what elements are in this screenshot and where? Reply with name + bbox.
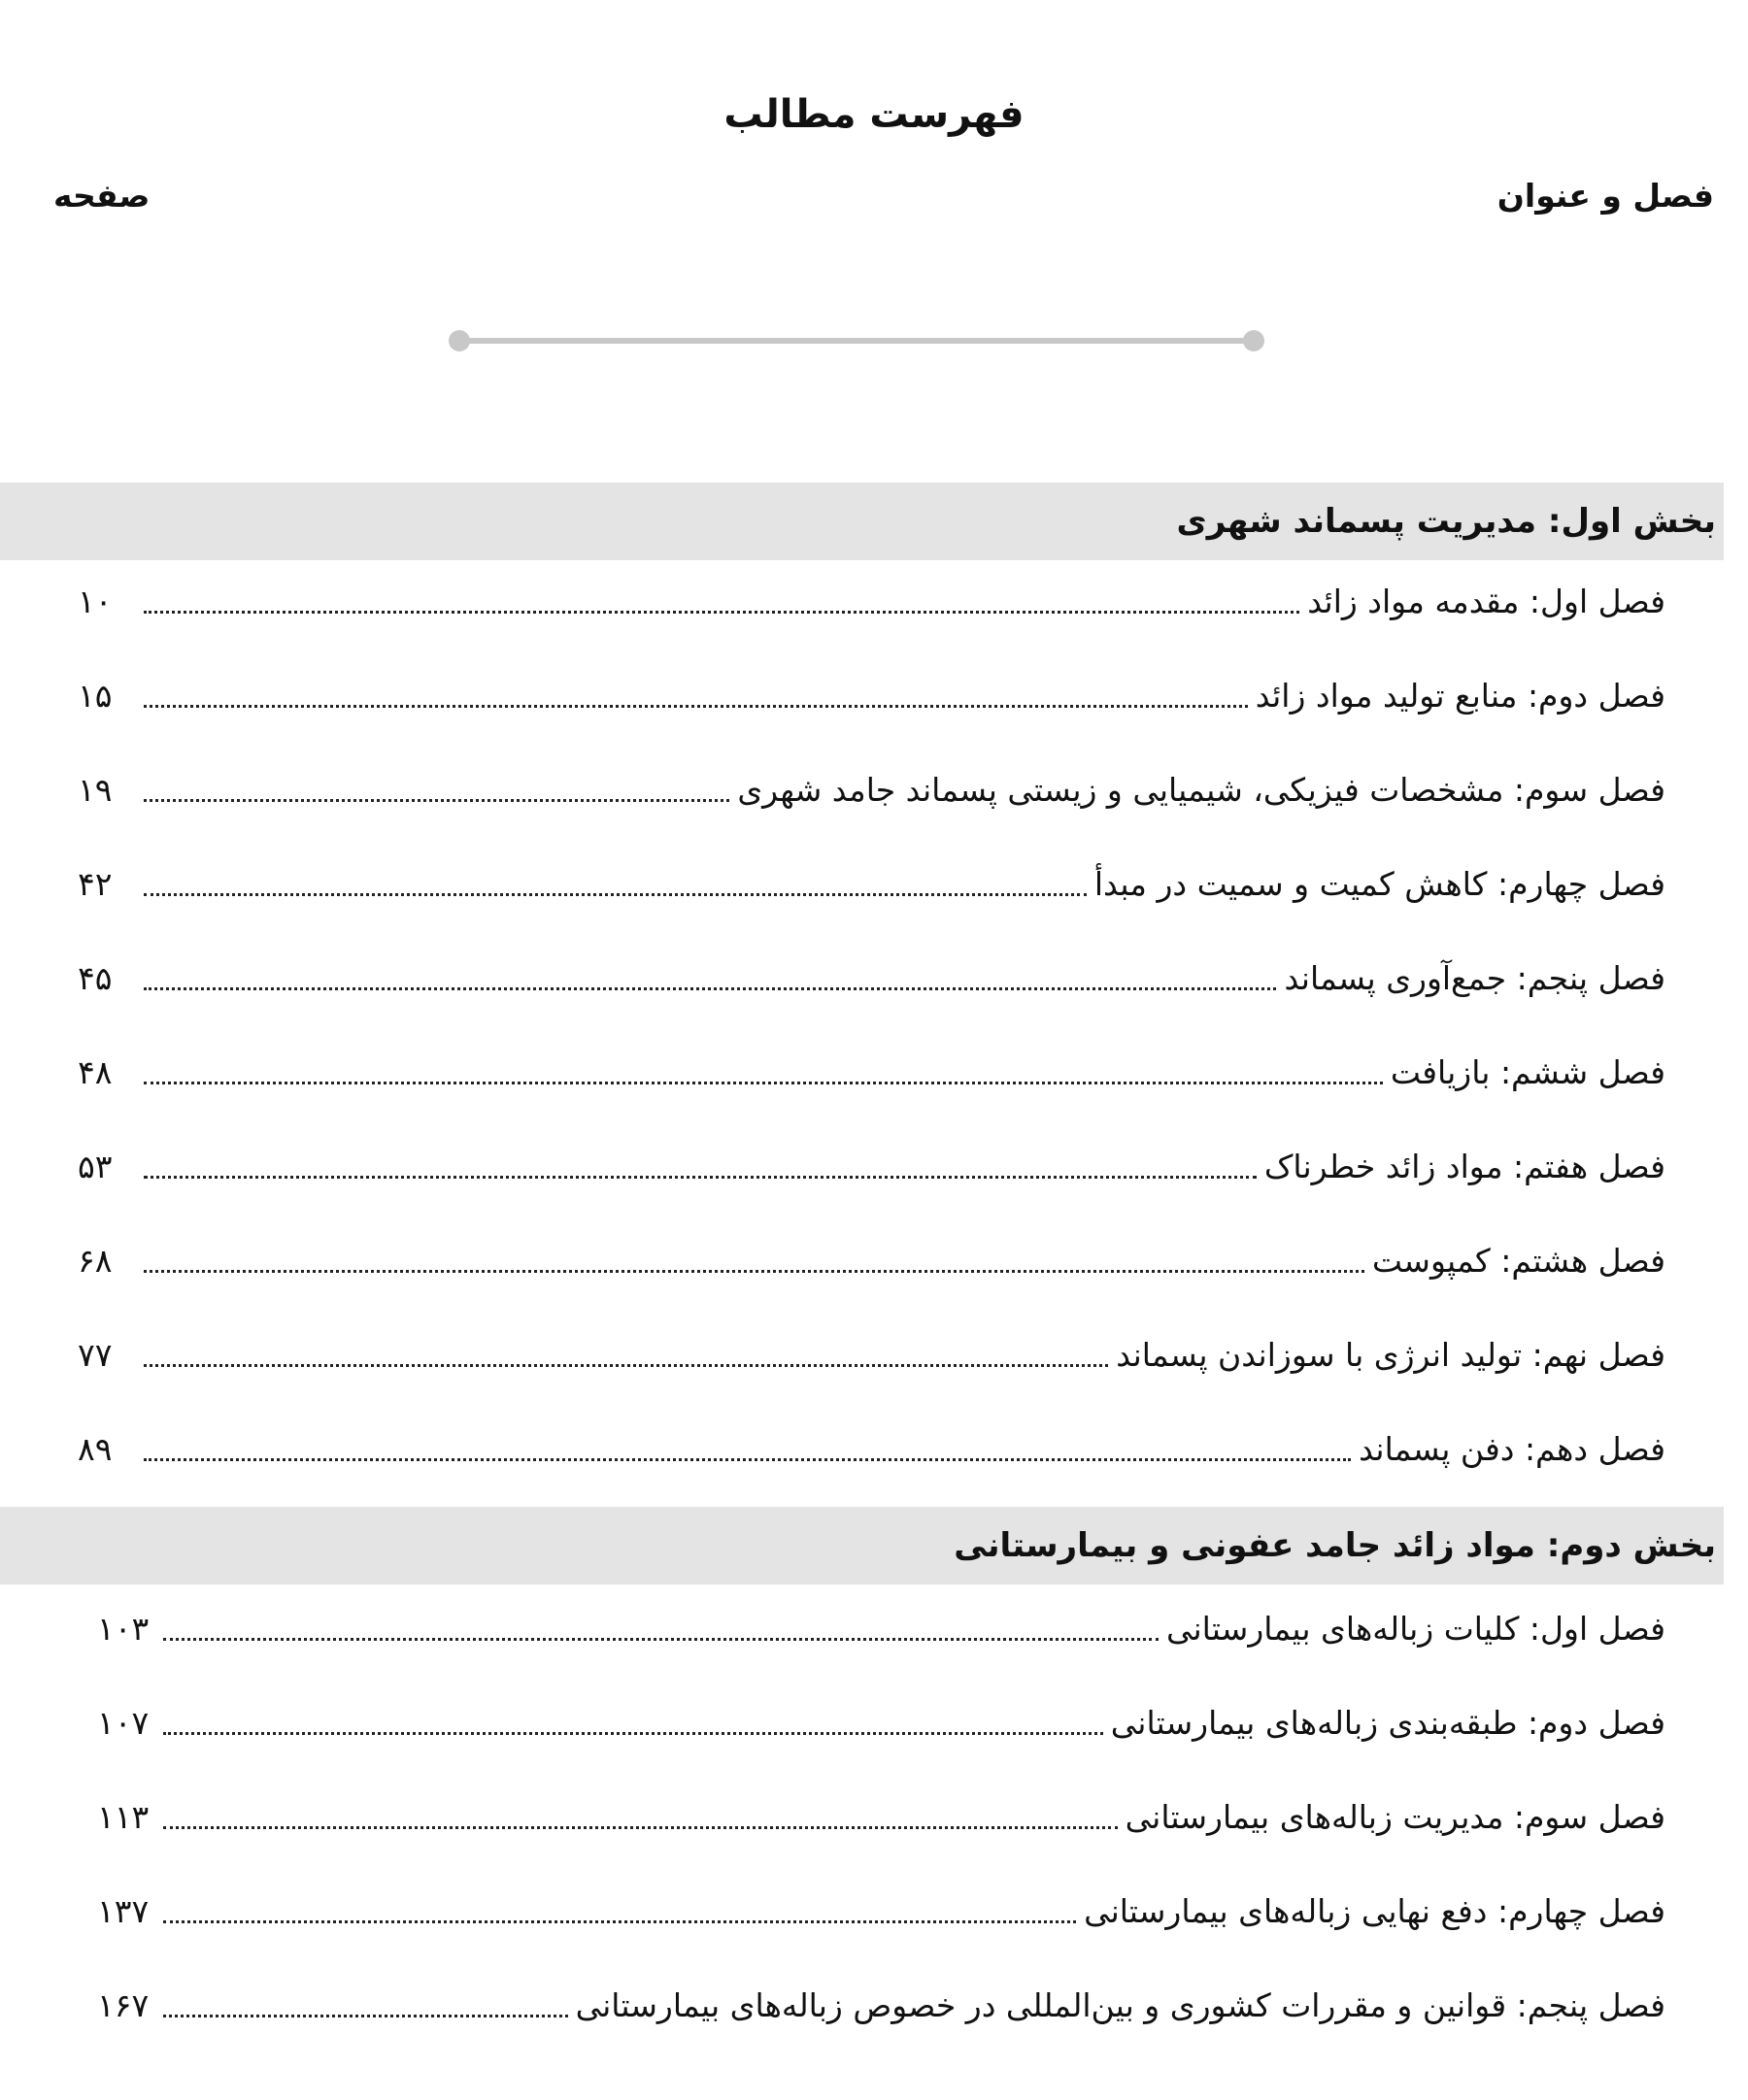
toc-entry[interactable]	[97, 1969, 1665, 2027]
toc-entry-title: فصل پنجم: جمع‌آوری پسماند	[1284, 959, 1665, 997]
toc-entry-title: فصل هشتم: کمپوست	[1371, 1242, 1665, 1280]
divider-dot-right	[1243, 330, 1264, 351]
toc-entry[interactable]	[78, 1130, 1665, 1188]
toc-entry[interactable]	[97, 1781, 1665, 1839]
toc-entry[interactable]	[78, 1318, 1665, 1377]
toc-entry-page: ۱۱۳	[97, 1798, 150, 1836]
chapter-title-column-header: فصل و عنوان	[1496, 177, 1714, 215]
toc-entry[interactable]	[97, 1875, 1665, 1933]
leader-dots	[144, 1269, 1364, 1273]
toc-entry-page: ۴۲	[78, 865, 113, 903]
toc-entry-title: فصل دهم: دفن پسماند	[1359, 1430, 1665, 1468]
toc-entry-page: ۱۰۳	[97, 1610, 150, 1648]
leader-dots	[144, 610, 1299, 614]
toc-entry-title: فصل دوم: طبقه‌بندی زباله‌های بیمارستانی	[1110, 1704, 1665, 1742]
page-column-header: صفحه	[53, 177, 151, 215]
toc-entry[interactable]	[78, 753, 1665, 812]
leader-dots	[144, 892, 1087, 896]
leader-dots	[163, 2014, 568, 2017]
toc-entry-page: ۱۹	[78, 771, 113, 809]
page-title: فهرست مطالب	[723, 92, 1025, 137]
section-header-part-2: بخش دوم: مواد زائد جامد عفونی و بیمارستانی	[0, 1507, 1724, 1584]
decorative-divider	[449, 330, 1264, 351]
toc-entry-title: فصل چهارم: دفع نهایی زباله‌های بیمارستانی	[1084, 1892, 1665, 1930]
toc-entry-page: ۷۷	[78, 1336, 113, 1374]
toc-entry[interactable]	[78, 1413, 1665, 1471]
toc-entry-title: فصل نهم: تولید انرژی با سوزاندن پسماند	[1116, 1336, 1665, 1374]
toc-entry-page: ۵۳	[78, 1148, 113, 1185]
toc-entry-page: ۱۳۷	[97, 1892, 150, 1930]
toc-entry-title: فصل سوم: مدیریت زباله‌های بیمارستانی	[1125, 1798, 1665, 1836]
toc-entry[interactable]	[97, 1686, 1665, 1745]
toc-entry[interactable]	[78, 565, 1665, 623]
section-header-part-1: بخش اول: مدیریت پسماند شهری	[0, 483, 1724, 560]
toc-entry-title: فصل اول: مقدمه مواد زائد	[1307, 583, 1665, 620]
leader-dots	[144, 1175, 1257, 1179]
toc-entry-title: فصل اول: کلیات زباله‌های بیمارستانی	[1165, 1610, 1665, 1648]
toc-entry-page: ۸۹	[78, 1430, 113, 1468]
leader-dots	[144, 1081, 1383, 1084]
toc-entry-page: ۱۵	[78, 677, 113, 715]
leader-dots	[163, 1825, 1118, 1829]
toc-entry-page: ۱۶۷	[97, 1986, 150, 2024]
toc-entry[interactable]	[78, 659, 1665, 717]
toc-entry[interactable]	[78, 848, 1665, 906]
toc-entry[interactable]	[97, 1592, 1665, 1650]
leader-dots	[144, 798, 729, 802]
divider-dot-left	[449, 330, 470, 351]
toc-entry-title: فصل سوم: مشخصات فیزیکی، شیمیایی و زیستی پسماند جامد شهری	[737, 771, 1665, 809]
toc-entry-title: فصل چهارم: کاهش کمیت و سمیت در مبدأ	[1093, 865, 1665, 903]
toc-entry-title: فصل دوم: منابع تولید مواد زائد	[1255, 677, 1665, 715]
toc-entry-title: فصل هفتم: مواد زائد خطرناک	[1263, 1148, 1665, 1185]
toc-entry-page: ۴۸	[78, 1053, 113, 1091]
leader-dots	[144, 1457, 1351, 1461]
toc-entry-page: ۱۰	[78, 583, 113, 620]
leader-dots	[163, 1731, 1103, 1735]
toc-entry-page: ۶۸	[78, 1242, 113, 1280]
divider-bar	[458, 338, 1255, 344]
toc-entry-page: ۴۵	[78, 959, 113, 997]
leader-dots	[163, 1919, 1076, 1923]
toc-entry-title: فصل ششم: بازیافت	[1390, 1053, 1665, 1091]
leader-dots	[163, 1637, 1159, 1641]
toc-entry[interactable]	[78, 1036, 1665, 1094]
toc-entry-page: ۱۰۷	[97, 1704, 150, 1742]
leader-dots	[144, 704, 1248, 708]
toc-entry[interactable]	[78, 942, 1665, 1000]
leader-dots	[144, 1363, 1108, 1367]
toc-entry-title: فصل پنجم: قوانین و مقررات کشوری و بین‌المللی در خصوص زباله‌های بیمارستانی	[575, 1986, 1665, 2024]
leader-dots	[144, 986, 1276, 990]
toc-entry[interactable]	[78, 1224, 1665, 1283]
